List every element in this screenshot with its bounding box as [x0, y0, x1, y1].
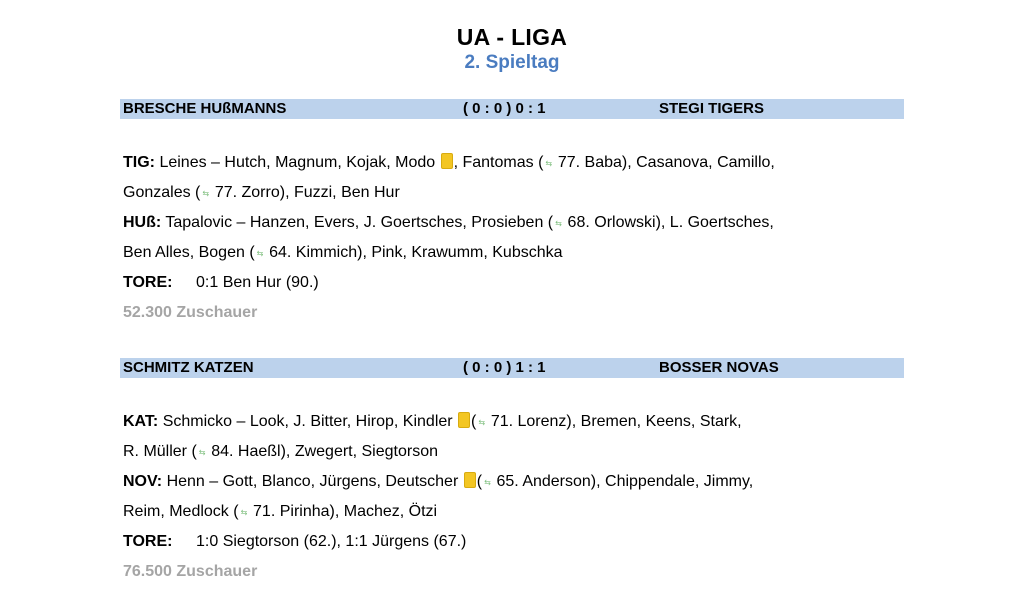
lineup-text: 65. Anderson), Chippendale, Jimmy,: [492, 473, 754, 490]
goals-line: [123, 268, 907, 298]
attendance: 52.300 Zuschauer: [123, 304, 258, 321]
match-block-2: [120, 358, 904, 580]
lineup-line: [123, 407, 907, 437]
lineup-text: 77. Zorro), Fuzzi, Ben Hur: [210, 184, 400, 201]
substitution-icon: ⇆: [478, 418, 486, 427]
goals-label: TORE:: [123, 274, 173, 291]
lineup-text: 84. Haeßl), Zwegert, Siegtorson: [206, 443, 438, 460]
away-team: BOSSER NOVAS: [659, 359, 779, 376]
lineup-text: 64. Kimmich), Pink, Krawumm, Kubschka: [264, 244, 563, 261]
lineup-text: R. Müller (: [123, 443, 197, 460]
substitution-icon: ⇆: [256, 249, 264, 258]
substitution-icon: ⇆: [545, 159, 553, 168]
match-block-1: [120, 99, 904, 321]
match-score: ( 0 : 0 ) 1 : 1: [463, 359, 546, 376]
lineup-line: [123, 148, 907, 178]
lineup-text: (: [476, 473, 483, 490]
lineup-text: 77. Baba), Casanova, Camillo,: [553, 154, 775, 171]
lineup-text: 68. Orlowski), L. Goertsches,: [563, 214, 774, 231]
lineup-text: , Fantomas (: [453, 154, 544, 171]
substitution-icon: ⇆: [202, 189, 210, 198]
team-tag: KAT:: [123, 413, 159, 430]
yellow-card-icon: [441, 153, 453, 169]
league-title: UA - LIGA: [456, 24, 568, 50]
goals-text: 0:1 Ben Hur (90.): [196, 274, 319, 291]
lineup-text: Ben Alles, Bogen (: [123, 244, 255, 261]
substitution-icon: ⇆: [484, 478, 491, 487]
attendance: 76.500 Zuschauer: [123, 563, 258, 580]
match-header-bar: [120, 358, 904, 378]
lineup-text: Reim, Medlock (: [123, 503, 239, 520]
substitution-icon: ⇆: [555, 219, 562, 228]
away-team: STEGI TIGERS: [659, 100, 765, 117]
match-header-bar: [120, 99, 904, 119]
lineup-text: 71. Pirinha), Machez, Ötzi: [248, 503, 438, 520]
lineup-text: (: [471, 413, 477, 430]
goals-line: [123, 527, 907, 557]
home-team: BRESCHE HUßMANNS: [123, 100, 287, 117]
yellow-card-icon: [458, 412, 470, 428]
lineup-line: [123, 178, 907, 208]
substitution-icon: ⇆: [240, 508, 248, 517]
substitution-icon: ⇆: [198, 448, 206, 457]
lineup-text: Gonzales (: [123, 184, 201, 201]
goals-text: 1:0 Siegtorson (62.), 1:1 Jürgens (67.): [196, 533, 467, 550]
lineup-text: 71. Lorenz), Bremen, Keens, Stark,: [486, 413, 742, 430]
team-tag: TIG:: [123, 154, 155, 171]
lineup-line: [123, 467, 907, 497]
lineup-line: [123, 497, 907, 527]
lineup-text: Schmicko – Look, J. Bitter, Hirop, Kindler: [158, 413, 458, 430]
team-tag: HUß:: [123, 214, 162, 231]
team-tag: NOV:: [123, 473, 163, 490]
lineup-text: Henn – Gott, Blanco, Jürgens, Deutscher: [162, 473, 463, 490]
match-score: ( 0 : 0 ) 0 : 1: [463, 100, 546, 117]
matchday-subtitle: 2. Spieltag: [464, 52, 560, 73]
lineup-text: Leines – Hutch, Magnum, Kojak, Modo: [155, 154, 440, 171]
lineups: [123, 148, 907, 328]
goals-label: TORE:: [123, 533, 173, 550]
lineup-line: [123, 238, 907, 268]
lineup-line: [123, 208, 907, 238]
lineup-line: [123, 437, 907, 467]
yellow-card-icon: [464, 472, 476, 488]
home-team: SCHMITZ KATZEN: [123, 359, 254, 376]
lineup-text: Tapalovic – Hanzen, Evers, J. Goertsches, Prosieben (: [161, 214, 554, 231]
lineups: [123, 407, 907, 587]
